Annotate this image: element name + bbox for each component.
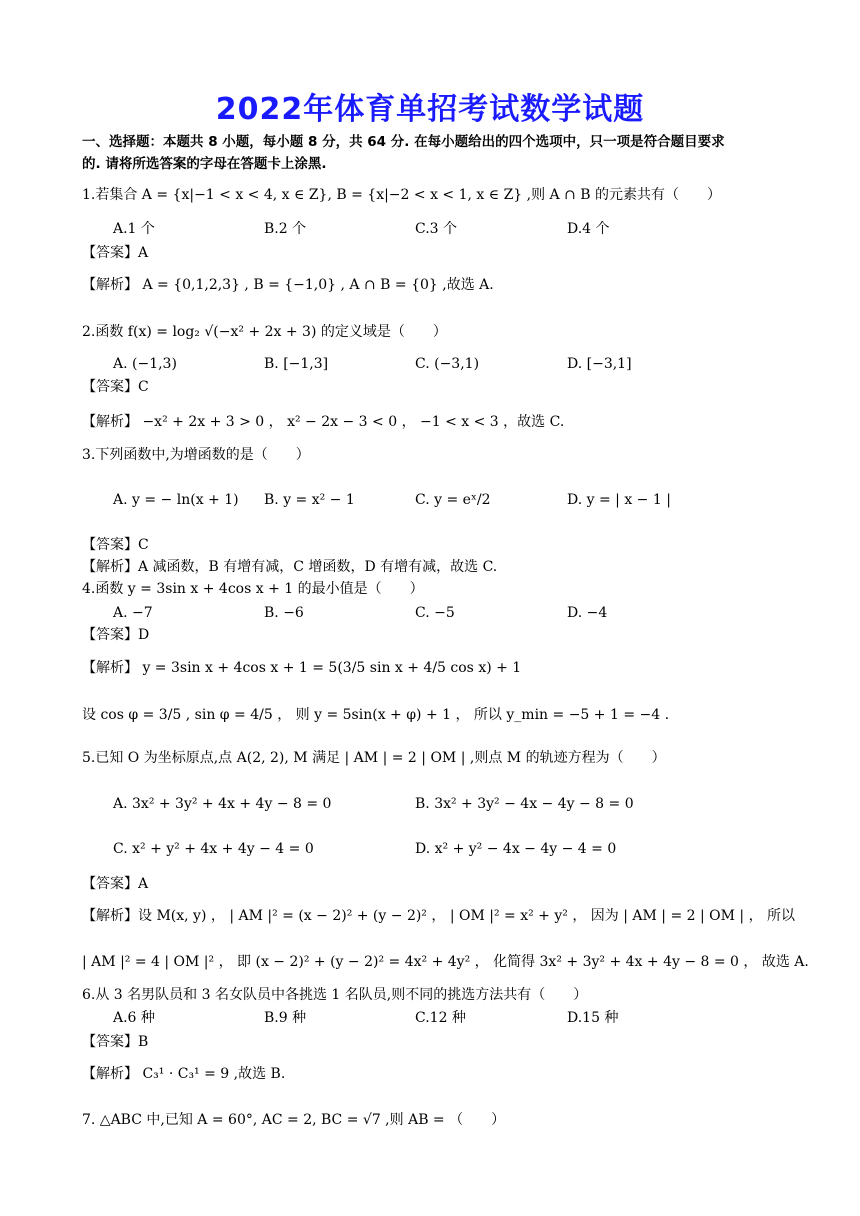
- question-4-analysis-2: 设 cos φ = 3/5 , sin φ = 4/5 ， 则 y = 5sin(x + φ) + 1 ， 所以 y_min = −5 + 1 = −4 .: [82, 707, 670, 723]
- question-1-answer: 【答案】A: [82, 245, 149, 261]
- question-3-answer: 【答案】C: [82, 537, 149, 553]
- question-5-option-a: A. 3x² + 3y² + 4x + 4y − 8 = 0: [113, 796, 332, 812]
- section-header-line-2: 的. 请将所选答案的字母在答题卡上涂黑.: [82, 156, 327, 172]
- question-3-option-d: D. y = | x − 1 |: [567, 492, 671, 508]
- question-4-option-c: C. −5: [415, 605, 455, 621]
- question-6-option-d: D.15 种: [567, 1010, 619, 1026]
- question-3-analysis: 【解析】A 减函数，B 有增有减，C 增函数，D 有增有减，故选 C.: [82, 559, 498, 575]
- question-4-option-b: B. −6: [264, 605, 304, 621]
- section-header-line-1: 一、选择题：本题共 8 小题，每小题 8 分，共 64 分. 在每小题给出的四个选项中，只一项是符合题目要求: [82, 134, 725, 150]
- question-4-stem: 4.函数 y = 3sin x + 4cos x + 1 的最小值是（ ）: [82, 581, 424, 597]
- question-2-answer: 【答案】C: [82, 379, 149, 395]
- question-5-option-d: D. x² + y² − 4x − 4y − 4 = 0: [415, 841, 617, 857]
- question-1-stem: 1.若集合 A = {x|−1 < x < 4, x ∈ Z}, B = {x|−2 < x < 1, x ∈ Z} ,则 A ∩ B 的元素共有（ ）: [82, 187, 722, 203]
- question-1-option-d: D.4 个: [567, 221, 610, 237]
- question-5-option-c: C. x² + y² + 4x + 4y − 4 = 0: [113, 841, 314, 857]
- question-7-stem: 7. △ABC 中,已知 A = 60°, AC = 2, BC = √7 ,则 AB = （ ）: [82, 1112, 506, 1128]
- question-4-option-a: A. −7: [113, 605, 153, 621]
- question-2-option-b: B. [−1,3]: [264, 356, 329, 372]
- question-1-option-a: A.1 个: [113, 221, 155, 237]
- question-5-analysis-2: | AM |² = 4 | OM |² ， 即 (x − 2)² + (y − 2)² = 4x² + 4y² ， 化简得 3x² + 3y² + 4x + 4y − 8 = 0 ， 故选 A.: [82, 954, 809, 970]
- question-3-option-b: B. y = x² − 1: [264, 492, 355, 508]
- question-5-answer: 【答案】A: [82, 876, 149, 892]
- question-6-answer: 【答案】B: [82, 1034, 149, 1050]
- question-2-stem: 2.函数 f(x) = log₂ √(−x² + 2x + 3) 的定义域是（ ）: [82, 324, 447, 340]
- question-4-answer: 【答案】D: [82, 627, 150, 643]
- page-title: 2022年体育单招考试数学试题: [215, 92, 645, 127]
- question-6-analysis: 【解析】 C₃¹ · C₃¹ = 9 ,故选 B.: [82, 1066, 286, 1082]
- question-6-option-c: C.12 种: [415, 1010, 466, 1026]
- question-4-analysis-1: 【解析】 y = 3sin x + 4cos x + 1 = 5(3/5 sin x + 4/5 cos x) + 1: [82, 660, 522, 676]
- question-6-option-a: A.6 种: [113, 1010, 155, 1026]
- question-2-option-a: A. (−1,3): [113, 356, 177, 372]
- question-3-option-a: A. y = − ln(x + 1): [113, 492, 239, 508]
- question-3-stem: 3.下列函数中,为增函数的是（ ）: [82, 447, 310, 463]
- question-3-option-c: C. y = eˣ/2: [415, 492, 491, 508]
- question-5-analysis-1: 【解析】设 M(x, y) ， | AM |² = (x − 2)² + (y − 2)² ， | OM |² = x² + y² ， 因为 | AM | = 2 | OM | ， 所以: [82, 908, 796, 924]
- question-6-stem: 6.从 3 名男队员和 3 名女队员中各挑选 1 名队员,则不同的挑选方法共有（ ）: [82, 987, 588, 1003]
- question-1-analysis: 【解析】 A = {0,1,2,3} , B = {−1,0} , A ∩ B = {0} ,故选 A.: [82, 277, 494, 293]
- question-2-option-d: D. [−3,1]: [567, 356, 632, 372]
- question-2-option-c: C. (−3,1): [415, 356, 480, 372]
- question-2-analysis: 【解析】 −x² + 2x + 3 > 0 ， x² − 2x − 3 < 0 ， −1 < x < 3 ，故选 C.: [82, 414, 565, 430]
- question-5-stem: 5.已知 O 为坐标原点,点 A(2, 2), M 满足 | AM | = 2 | OM | ,则点 M 的轨迹方程为（ ）: [82, 750, 666, 766]
- question-1-option-b: B.2 个: [264, 221, 307, 237]
- question-5-option-b: B. 3x² + 3y² − 4x − 4y − 8 = 0: [415, 796, 634, 812]
- question-4-option-d: D. −4: [567, 605, 608, 621]
- question-1-option-c: C.3 个: [415, 221, 458, 237]
- question-6-option-b: B.9 种: [264, 1010, 307, 1026]
